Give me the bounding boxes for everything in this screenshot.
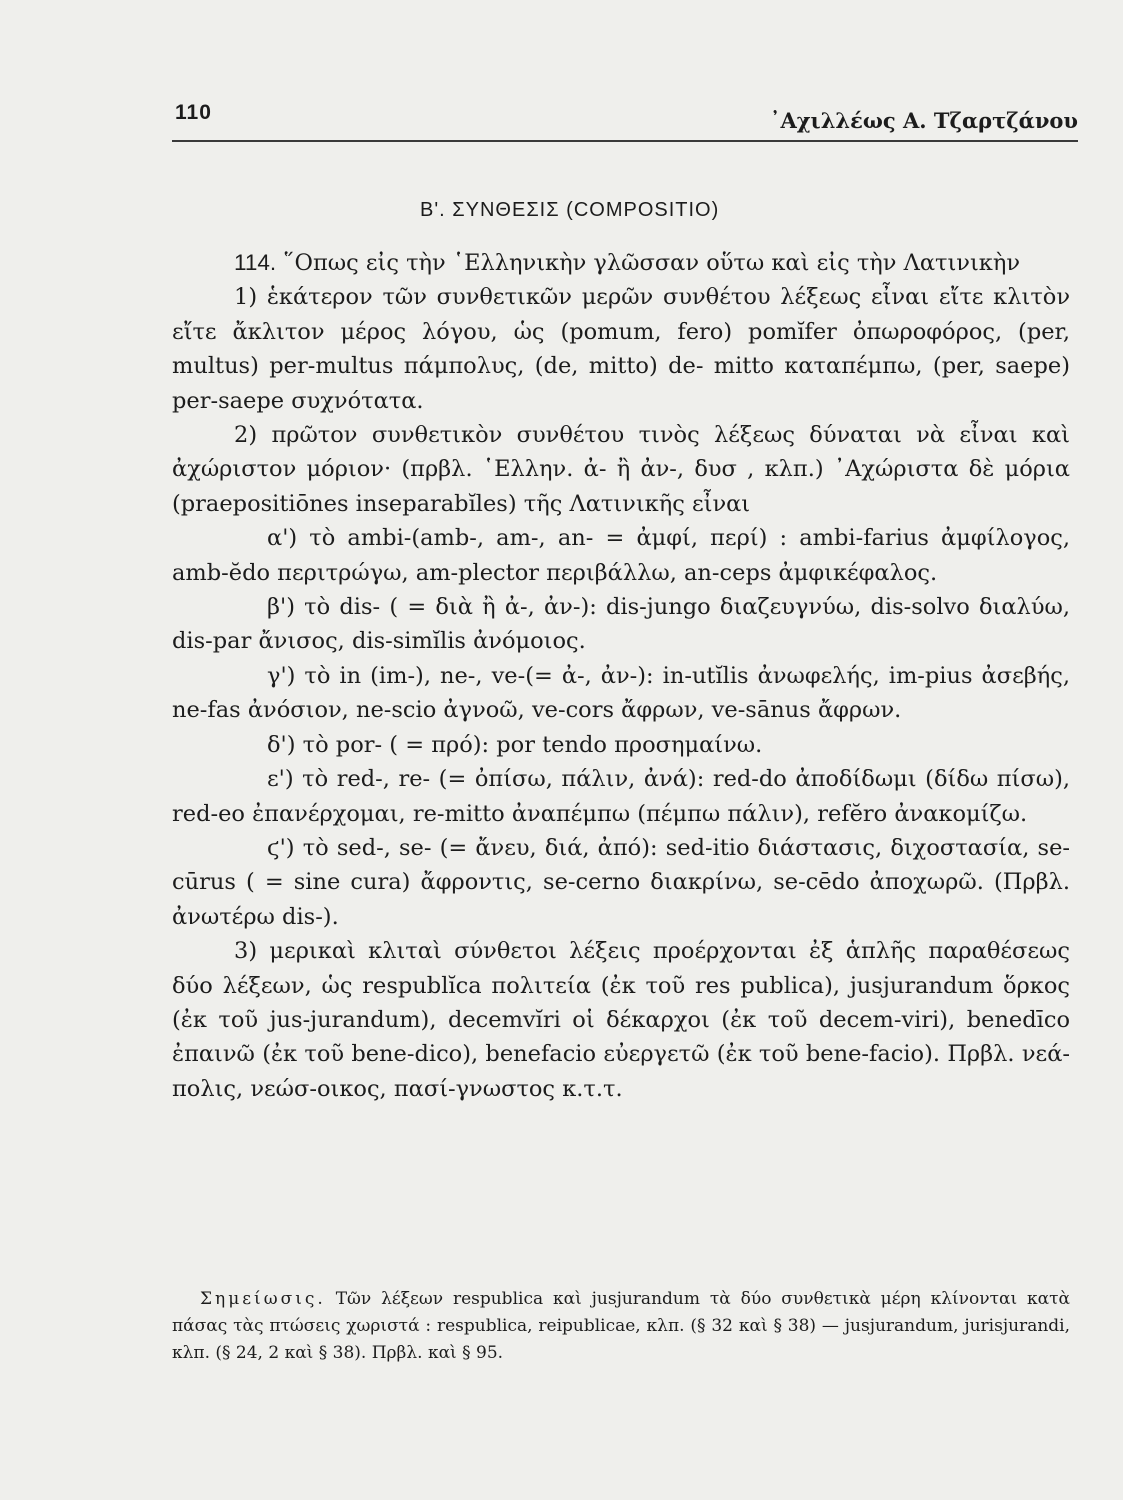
subitem-alpha: α') τὸ ambi-(amb-, am-, an- = ἀμφί, περί) : ambi-farius ἀμφίλογος, amb-ĕdo περιτρώγω, am-plector περιβάλλω, an-ceps ἀμφικέφαλος. <box>172 525 1070 586</box>
rule-2: 2) πρῶτον συνθετικὸν συνθέτου τινὸς λέξεως δύναται νὰ εἶναι καὶ ἀχώριστον μόριον· (πρβλ. ῾Ελλην. ἀ- ἢ ἀν-, δυσ , κλπ.) ᾿Αχώριστα δὲ μόρια (praepositiōnes inseparabĭles) τῆς Λατινικῆς εἶναι <box>172 422 1070 517</box>
subitem-delta: δ') τὸ por- ( = πρό): por tendo προσημαίνω. <box>267 731 763 758</box>
subitem-beta: β') τὸ dis- ( = διὰ ἢ ἀ-, ἀν-): dis-jungo διαζευγνύω, dis-solvo διαλύω, dis-par ἄνισος, dis-simĭlis ἀνόμοιος. <box>172 594 1070 655</box>
header-rule <box>172 140 1078 142</box>
paragraph-intro: ῞Οπως εἰς τὴν ῾Ελληνικὴν γλῶσσαν οὕτω καὶ εἰς τὴν Λατινικὴν <box>283 250 1021 276</box>
subitem-epsilon: ε') τὸ red-, re- (= ὀπίσω, πάλιν, ἀνά): red-do ἀποδίδωμι (δίδω πίσω), red-eo ἐπανέρχομαι, re-mitto ἀναπέμπω (πέμπω πάλιν), refĕro ἀνακομίζω. <box>172 766 1070 827</box>
paragraph-114 <box>172 246 1070 280</box>
rule-3: 3) μερικαὶ κλιταὶ σύνθετοι λέξεις προέρχονται ἐξ ἁπλῆς παραθέσεως δύο λέξεων, ὡς respublĭca πολιτεία (ἐκ τοῦ res publica), jusjurandum ὅρκος (ἐκ τοῦ jus-jurandum), decemvĭri οἱ δέκαρχοι (ἐκ τοῦ decem-viri), benedīco ἐπαινῶ (ἐκ τοῦ bene-dico), benefacio εὐεργετῶ (ἐκ τοῦ bene-facio). Πρβλ. νεά-πολις, νεώσ-οικος, πασί-γνωστος κ.τ.τ. <box>172 938 1070 1102</box>
page-number: 110 <box>175 101 212 124</box>
note-text: Τῶν λέξεων respublica καὶ jusjurandum τὰ δύο συνθετικὰ μέρη κλίνονται κατὰ πάσας τὰς πτώσεις χωριστά : respublica, reipublicae, κλπ. (§ 32 καὶ § 38) — jusjurandum, jurisjurandi, κλπ. (§ 24, 2 καὶ § 38). Πρβλ. καὶ § 95. <box>172 1289 1070 1363</box>
footnote <box>172 1286 1070 1367</box>
subitem-gamma: γ') τὸ in (im-), ne-, ve-(= ἀ-, ἀν-): in-utĭlis ἀνωφελής, im-pius ἀσεβής, ne-fas ἀνόσιον, ne-scio ἀγνοῶ, ve-cors ἄφρων, ve-sānus ἄφρων. <box>172 662 1070 724</box>
section-title: Β'. ΣΥΝΘΕΣΙΣ (COMPOSITIO) <box>420 199 720 221</box>
note-label: Σημείωσις. <box>200 1289 326 1309</box>
rule-1: 1) ἑκάτερον τῶν συνθετικῶν μερῶν συνθέτου λέξεως εἶναι εἴτε κλιτὸν εἴτε ἄκλιτον μέρος λόγου, ὡς (pomum, fero) pomĭfer ὀπωροφόρος, (per, multus) per-multus πάμπολυς, (de, mitto) de- mitto καταπέμπω, (per, saepe) per-saepe συχνότατα. <box>172 284 1070 414</box>
subitem-stigma: ϛ') τὸ sed-, se- (= ἄνευ, διά, ἀπό): sed-itio διάστασις, διχοστασία, se-cūrus ( = sine cura) ἄφροντις, se-cerno διακρίνω, se-cēdo ἀποχωρῶ. (Πρβλ. ἀνωτέρω dis-). <box>172 834 1070 930</box>
main-text <box>172 246 1070 1106</box>
running-header-author: ᾿Αχιλλέως Α. Τζαρτζάνου <box>769 108 1078 133</box>
paragraph-number: 114. <box>234 250 277 275</box>
